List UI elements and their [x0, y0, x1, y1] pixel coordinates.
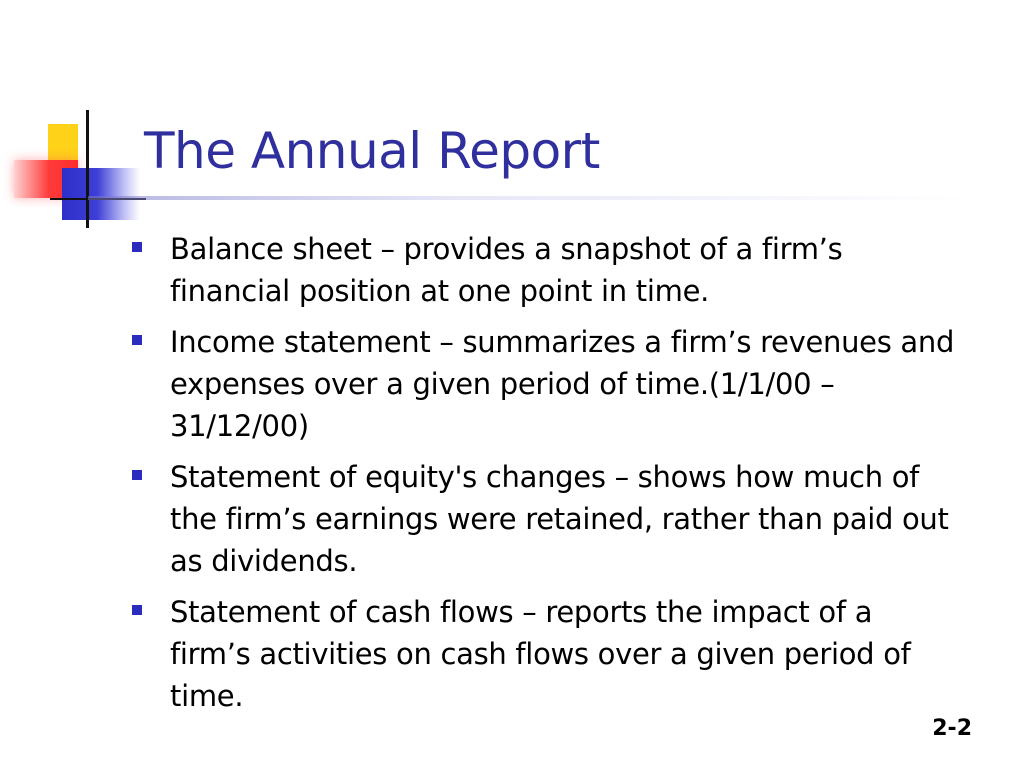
- bullet-text: Statement of equity's changes – shows how much of the firm’s earnings were retained, rather than paid out as dividends.: [170, 460, 949, 578]
- square-bullet-icon: [132, 470, 142, 480]
- logo-blue-bar: [62, 168, 140, 220]
- square-bullet-icon: [132, 605, 142, 615]
- slide-title: The Annual Report: [144, 122, 600, 180]
- title-underline: [88, 196, 968, 200]
- bullet-item: [128, 321, 958, 447]
- bullet-text: Income statement – summarizes a firm’s revenues and expenses over a given period of time.(1/1/00 – 31/12/00): [170, 325, 955, 443]
- page-number: 2-2: [932, 716, 972, 741]
- bullet-text: Balance sheet – provides a snapshot of a firm’s financial position at one point in time.: [170, 232, 843, 308]
- bullet-item: [128, 228, 958, 312]
- square-bullet-icon: [132, 335, 142, 345]
- bullet-item: [128, 591, 958, 717]
- bullet-item: [128, 456, 958, 582]
- square-bullet-icon: [132, 242, 142, 252]
- decorative-logo: [0, 0, 160, 240]
- logo-vertical-line: [86, 110, 89, 228]
- bullet-text: Statement of cash flows – reports the impact of a firm’s activities on cash flows over a given period of time.: [170, 595, 911, 713]
- bullet-list: [128, 228, 958, 726]
